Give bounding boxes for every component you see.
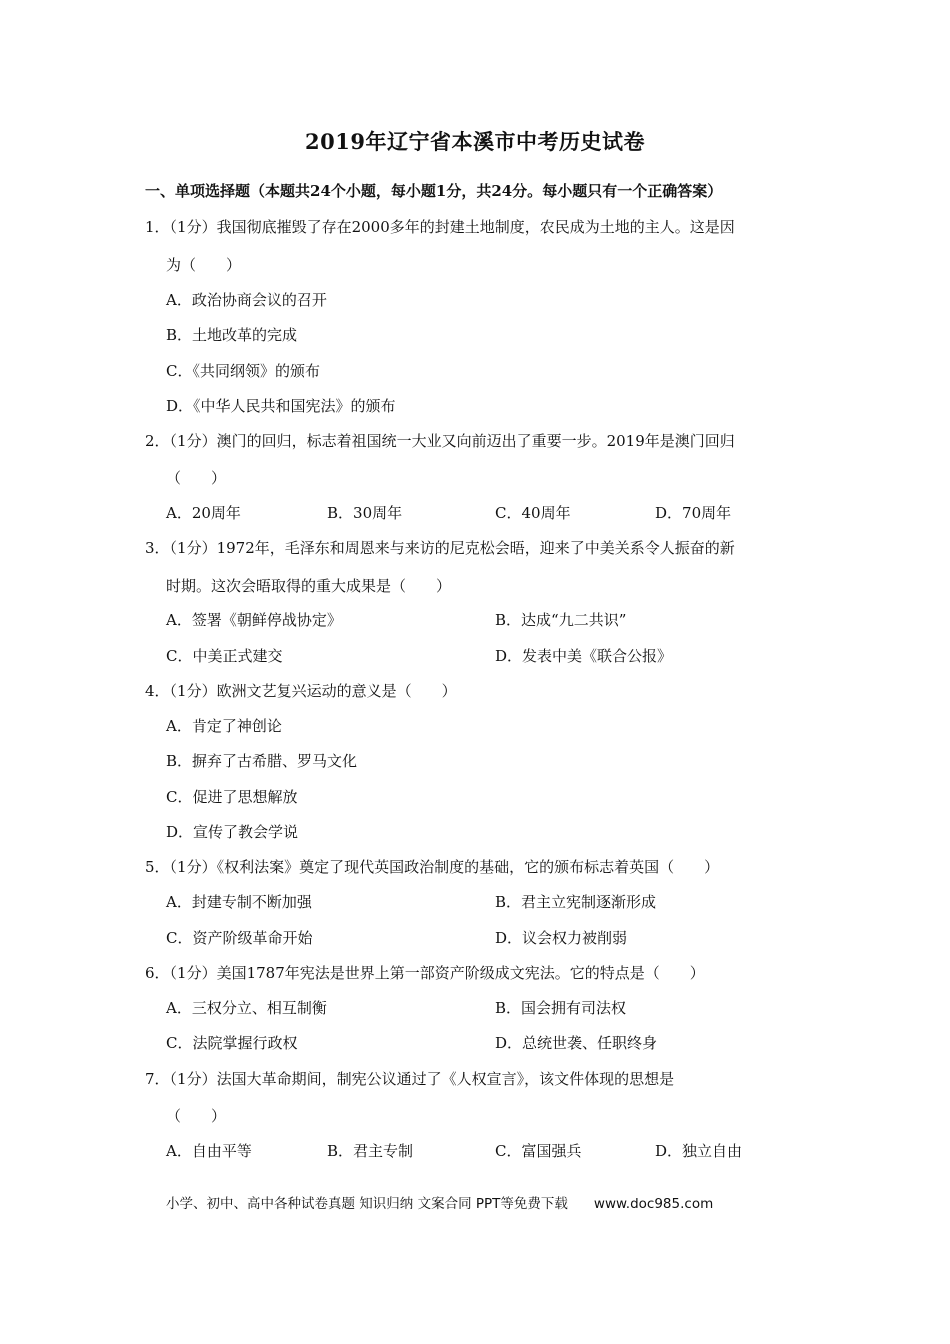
question-7-option-b: B．君主专制	[327, 1142, 414, 1160]
question-7-line-1: 7．（1分）法国大革命期间，制宪公议通过了《人权宣言》，该文件体现的思想是	[145, 1070, 675, 1088]
page-title: 2019年辽宁省本溪市中考历史试卷	[305, 129, 645, 154]
question-5-option-a: A．封建专制不断加强	[166, 893, 312, 911]
question-7-option-a: A．自由平等	[166, 1142, 252, 1160]
question-3-option-a: A．签署《朝鲜停战协定》	[166, 611, 342, 629]
question-5-option-d: D．议会权力被削弱	[495, 929, 628, 947]
question-1-line-1: 1．（1分）我国彻底摧毁了存在2000多年的封建土地制度，农民成为土地的主人。这是因	[145, 218, 735, 236]
question-4-option-d: D．宣传了教会学说	[166, 823, 299, 841]
question-6-option-d: D．总统世袭、任职终身	[495, 1034, 658, 1052]
question-4-option-a: A．肯定了神创论	[166, 717, 282, 735]
question-3-line-1: 3．（1分）1972年，毛泽东和周恩来与来访的尼克松会晤，迎来了中美关系令人振奋的新	[145, 539, 735, 557]
question-7-option-d: D．独立自由	[655, 1142, 743, 1160]
question-1-line-2: 为（ ）	[166, 256, 242, 274]
question-1-option-c: C．《共同纲领》的颁布	[166, 362, 320, 380]
question-3-option-b: B．达成“九二共识”	[495, 611, 627, 629]
footer	[166, 1192, 713, 1212]
question-1-option-b: B．土地改革的完成	[166, 326, 298, 344]
question-2-option-b: B．30周年	[327, 504, 403, 522]
footer-site-link[interactable]: www.doc985.com	[593, 1196, 714, 1212]
footer-text: 小学、初中、高中各种试卷真题 知识归纳 文案合同 PPT等免费下载	[166, 1196, 568, 1212]
question-7-line-2: （ ）	[166, 1107, 227, 1125]
question-2-line-1: 2．（1分）澳门的回归，标志着祖国统一大业又向前迈出了重要一步。2019年是澳门回归	[145, 432, 735, 450]
question-2-line-2: （ ）	[166, 469, 227, 487]
question-4-line-1: 4．（1分）欧洲文艺复兴运动的意义是（ ）	[145, 682, 457, 700]
question-3-line-2: 时期。这次会晤取得的重大成果是（ ）	[166, 577, 452, 595]
question-7-option-c: C．富国强兵	[495, 1142, 582, 1160]
question-5-line-1: 5．（1分）《权利法案》奠定了现代英国政治制度的基础，它的颁布标志着英国（ ）	[145, 858, 720, 876]
question-5-option-b: B．君主立宪制逐渐形成	[495, 893, 657, 911]
question-2-option-c: C．40周年	[495, 504, 571, 522]
question-1-option-d: D．《中华人民共和国宪法》的颁布	[166, 397, 396, 415]
question-4-option-b: B．摒弃了古希腊、罗马文化	[166, 752, 358, 770]
question-6-line-1: 6．（1分）美国1787年宪法是世界上第一部资产阶级成文宪法。它的特点是（ ）	[145, 964, 705, 982]
question-5-option-c: C．资产阶级革命开始	[166, 929, 313, 947]
section-heading: 一、单项选择题（本题共24个小题，每小题1分，共24分。每小题只有一个正确答案）	[145, 182, 723, 200]
question-6-option-c: C．法院掌握行政权	[166, 1034, 298, 1052]
question-6-option-b: B．国会拥有司法权	[495, 999, 627, 1017]
question-2-option-a: A．20周年	[166, 504, 241, 522]
question-1-option-a: A．政治协商会议的召开	[166, 291, 327, 309]
question-2-option-d: D．70周年	[655, 504, 732, 522]
question-4-option-c: C．促进了思想解放	[166, 788, 298, 806]
question-3-option-c: C．中美正式建交	[166, 647, 283, 665]
question-3-option-d: D．发表中美《联合公报》	[495, 647, 673, 665]
question-6-option-a: A．三权分立、相互制衡	[166, 999, 327, 1017]
